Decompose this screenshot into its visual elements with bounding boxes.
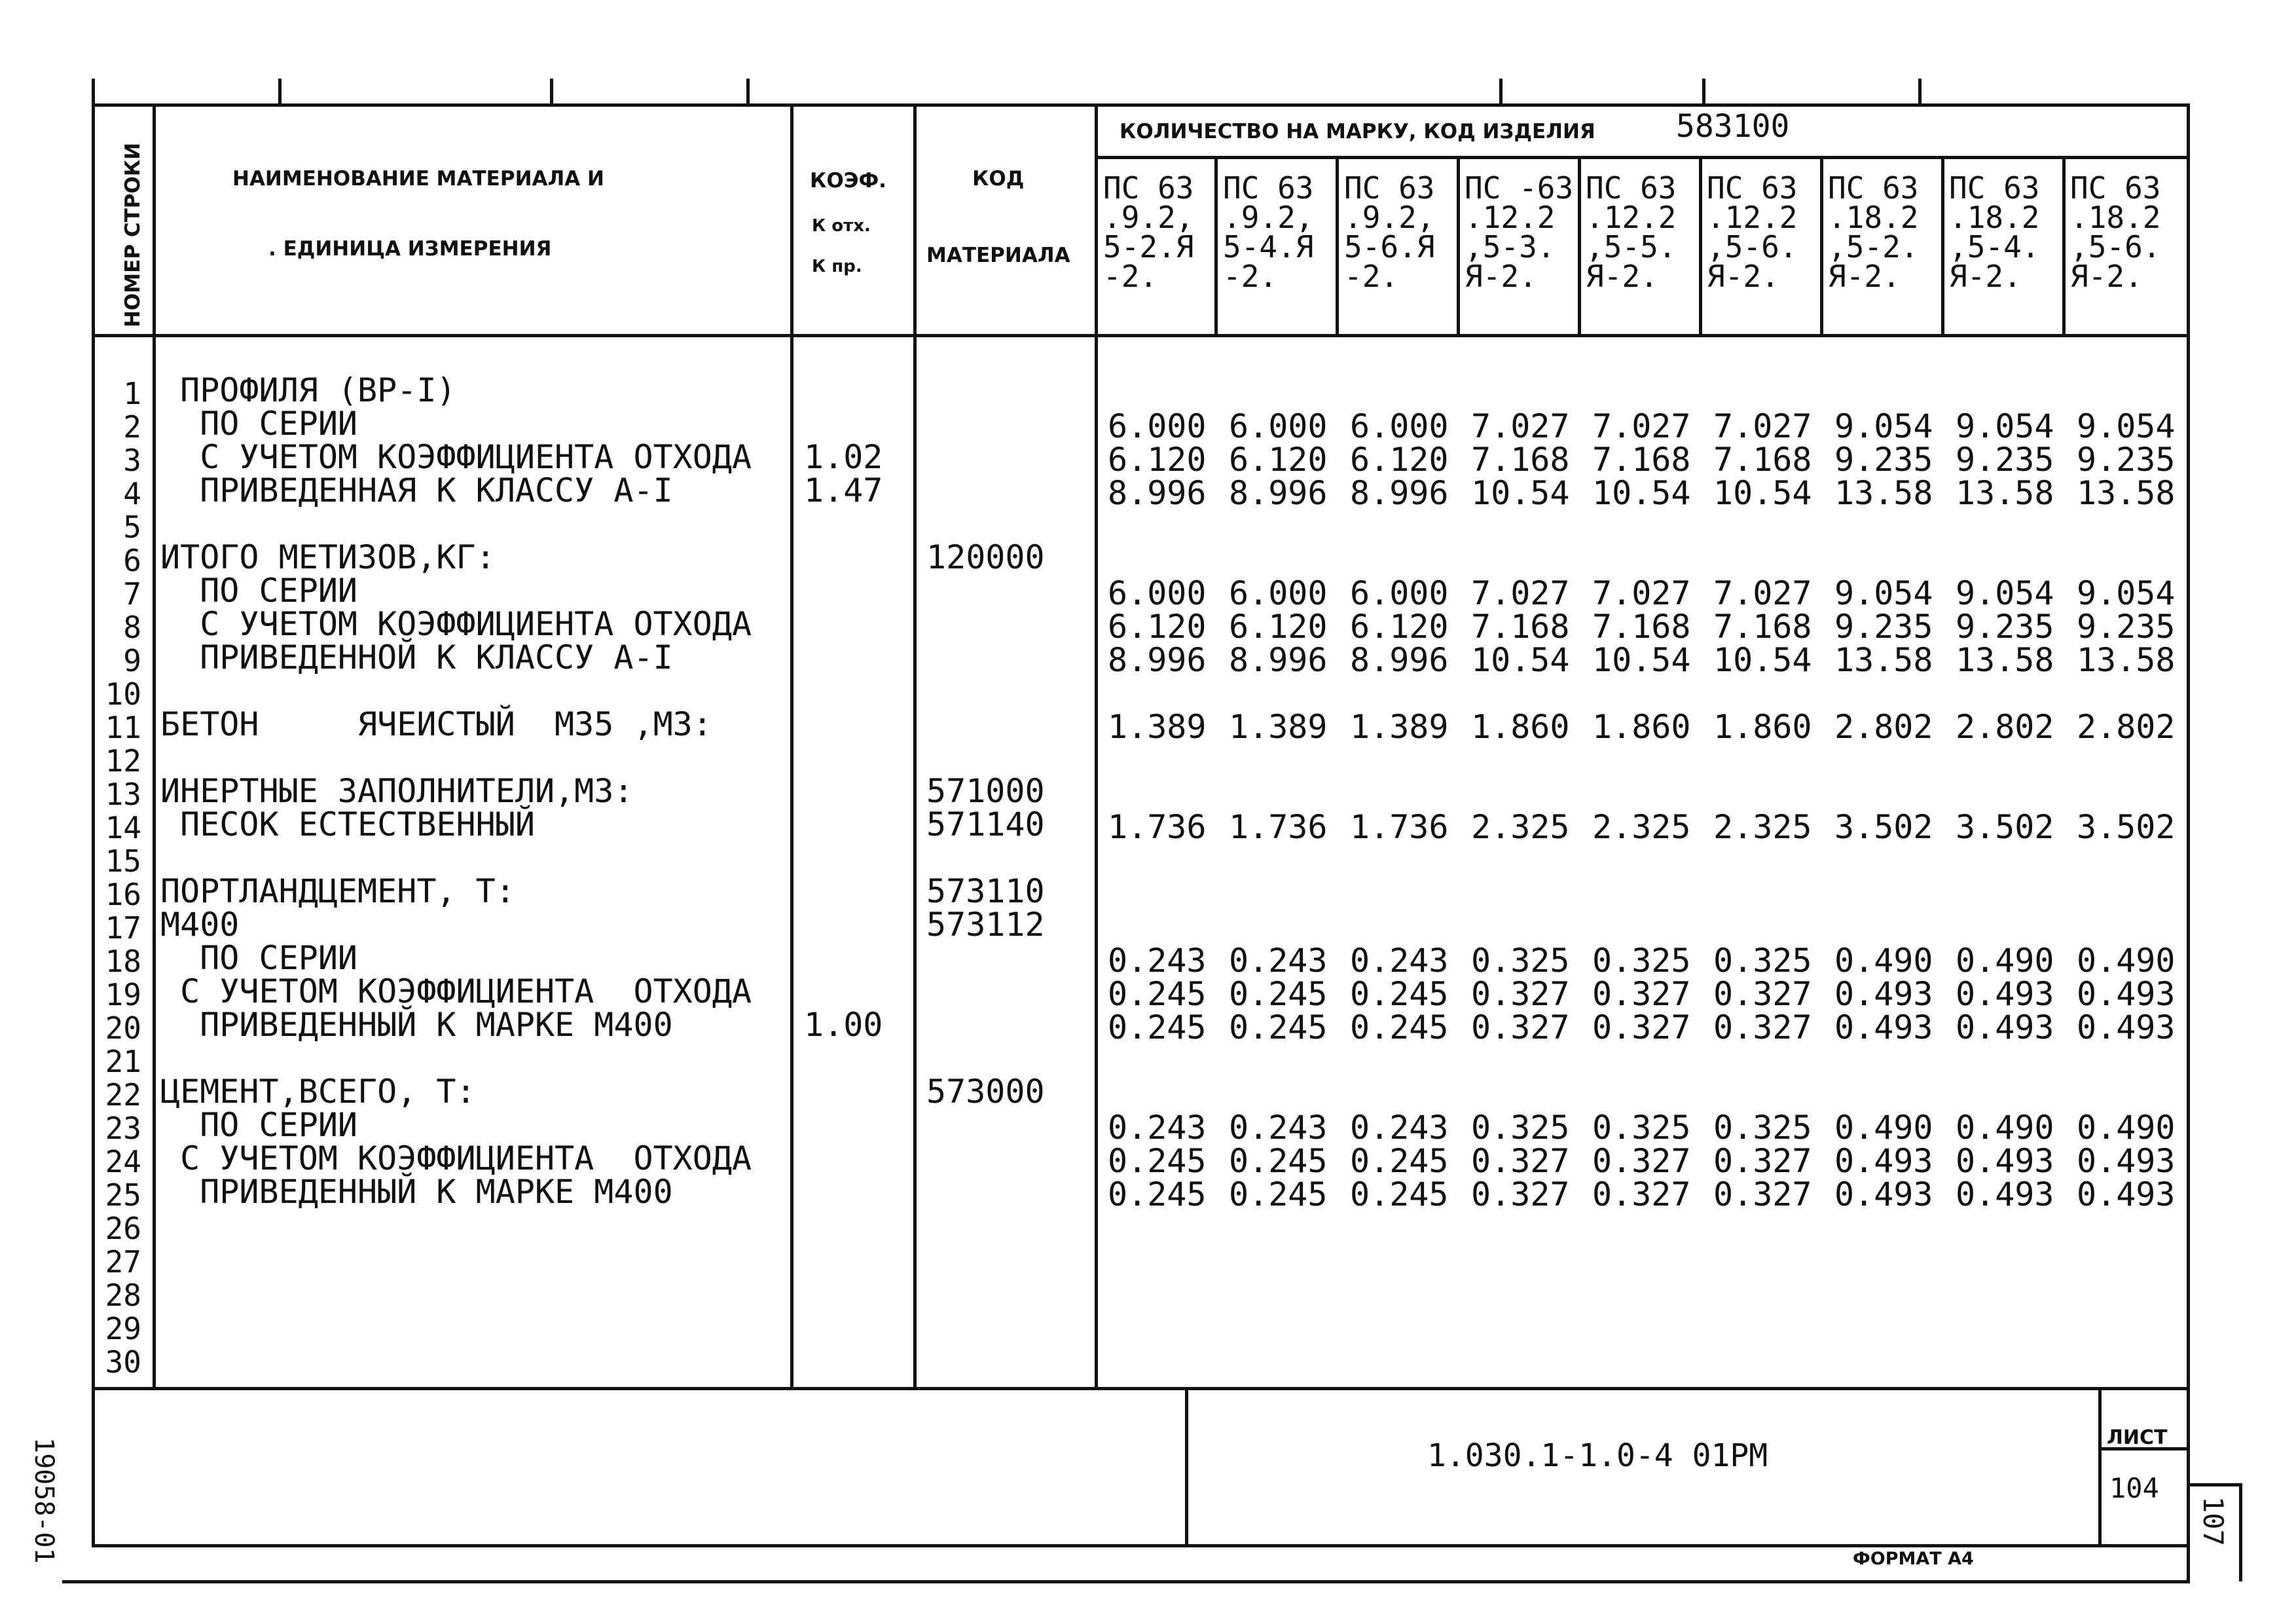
quantity-cell: 1.860 — [1713, 708, 1812, 746]
quantity-cell: 9.235 — [2077, 441, 2176, 479]
quantity-cell: 0.243 — [1108, 1109, 1207, 1147]
quantity-cell: 2.325 — [1713, 808, 1812, 846]
quantity-cell: 0.493 — [1956, 1142, 2054, 1180]
material-name: ПРИВЕДЕННОЙ К КЛАССУ А-I — [160, 638, 673, 676]
quantity-cell: 0.327 — [1471, 1142, 1570, 1180]
quantity-cell: 0.327 — [1713, 1008, 1812, 1046]
quantity-cell: 0.493 — [1956, 1008, 2054, 1046]
quantity-cell: 7.027 — [1471, 407, 1570, 445]
quantity-cell: 9.054 — [2077, 407, 2176, 445]
page-box-line — [2190, 1483, 2242, 1486]
frame-right — [2187, 103, 2190, 1580]
quantity-cell: 0.327 — [1592, 1008, 1691, 1046]
quantity-header: КОЛИЧЕСТВО НА МАРКУ, КОД ИЗДЕЛИЯ — [1120, 120, 1595, 143]
quantity-cell: 0.245 — [1108, 1175, 1207, 1213]
quantity-cell: 0.245 — [1350, 1008, 1449, 1046]
quantity-cell: 7.168 — [1592, 441, 1691, 479]
quantity-cell: 13.58 — [1834, 474, 1933, 512]
product-col-line — [1578, 156, 1581, 334]
row-number: 6 — [123, 543, 141, 578]
row-number: 27 — [105, 1244, 141, 1280]
product-code: 583100 — [1676, 108, 1790, 145]
quantity-cell: 1.736 — [1108, 808, 1207, 846]
quantity-cell: 1.389 — [1108, 708, 1207, 746]
quantity-cell: 0.325 — [1713, 942, 1812, 980]
material-name: С УЧЕТОМ КОЭФФИЦИЕНТА ОТХОДА — [160, 972, 752, 1010]
row-number: 28 — [105, 1278, 141, 1313]
quantity-cell: 0.243 — [1229, 1109, 1328, 1147]
material-code: 571000 — [926, 772, 1045, 810]
quantity-cell: 6.000 — [1229, 574, 1328, 612]
quantity-cell: 1.736 — [1350, 808, 1449, 846]
quantity-cell: 8.996 — [1350, 641, 1449, 679]
product-col-line — [1699, 156, 1702, 334]
row-number: 11 — [105, 710, 141, 745]
quantity-cell: 0.493 — [1956, 975, 2054, 1013]
row-number: 7 — [123, 576, 141, 612]
row-number: 17 — [105, 910, 141, 946]
quantity-cell: 0.325 — [1592, 1109, 1691, 1147]
quantity-cell: 6.000 — [1350, 574, 1449, 612]
col-line-rownum — [153, 103, 156, 1390]
col-line-name — [790, 103, 793, 1390]
quantity-cell: 7.027 — [1713, 407, 1812, 445]
row-number: 23 — [105, 1111, 141, 1146]
quantity-cell: 0.493 — [2077, 1008, 2176, 1046]
quantity-cell: 0.493 — [1956, 1175, 2054, 1213]
page-number: 107 — [2197, 1496, 2229, 1546]
row-number: 2 — [123, 409, 141, 445]
quantity-cell: 0.245 — [1350, 975, 1449, 1013]
quantity-cell: 10.54 — [1713, 474, 1812, 512]
product-column-header: ПС -63 .12.2 ,5-3. Я-2. — [1465, 170, 1574, 294]
material-code: 573000 — [926, 1073, 1045, 1111]
row-number: 1 — [123, 376, 141, 411]
product-column-header: ПС 63 .9.2, 5-4.Я -2. — [1223, 170, 1314, 294]
page-box-right — [2239, 1483, 2242, 1581]
quantity-cell: 0.327 — [1471, 1008, 1570, 1046]
quantity-cell: 6.000 — [1108, 574, 1207, 612]
quantity-cell: 0.490 — [2077, 1109, 2176, 1147]
quantity-cell: 7.168 — [1592, 608, 1691, 646]
quantity-cell: 6.120 — [1108, 441, 1207, 479]
quantity-cell: 2.325 — [1592, 808, 1691, 846]
quantity-cell: 0.493 — [1834, 1142, 1933, 1180]
quantity-cell: 13.58 — [2077, 641, 2176, 679]
product-column-header: ПС 63 .12.2 ,5-6. Я-2. — [1707, 170, 1798, 294]
row-number: 22 — [105, 1077, 141, 1113]
top-stub-line — [92, 79, 95, 105]
title-block-divider — [1185, 1387, 1188, 1547]
material-name: ПРОФИЛЯ (ВР-I) — [160, 371, 456, 409]
code-header-1: КОД — [972, 167, 1025, 191]
quantity-cell: 7.027 — [1713, 574, 1812, 612]
row-number: 24 — [105, 1144, 141, 1179]
format-label: ФОРМАТ А4 — [1853, 1549, 1974, 1569]
material-name: ПРИВЕДЕННАЯ К КЛАССУ А-I — [160, 471, 673, 509]
quantity-cell: 8.996 — [1108, 641, 1207, 679]
quantity-cell: 8.996 — [1229, 474, 1328, 512]
product-column-header: ПС 63 .9.2, 5-2.Я -2. — [1103, 170, 1194, 294]
quantity-cell: 0.493 — [2077, 975, 2176, 1013]
product-col-line — [1214, 156, 1218, 334]
quantity-cell: 0.493 — [2077, 1142, 2176, 1180]
quantity-cell: 3.502 — [1834, 808, 1933, 846]
quantity-cell: 0.327 — [1592, 975, 1691, 1013]
quantity-cell: 0.327 — [1592, 1175, 1691, 1213]
coefficient: 1.00 — [804, 1006, 883, 1044]
quantity-cell: 8.996 — [1229, 641, 1328, 679]
row-number: 19 — [105, 977, 141, 1012]
quantity-cell: 6.120 — [1108, 608, 1207, 646]
coef-header-3: К пр. — [812, 257, 862, 276]
quantity-cell: 2.802 — [1834, 708, 1933, 746]
quantity-cell: 3.502 — [2077, 808, 2176, 846]
quantity-cell: 0.327 — [1471, 975, 1570, 1013]
quantity-cell: 0.490 — [1834, 942, 1933, 980]
quantity-cell: 0.327 — [1471, 1175, 1570, 1213]
sheet-number: 104 — [2109, 1472, 2159, 1504]
product-column-header: ПС 63 .18.2 ,5-6. Я-2. — [2070, 170, 2161, 294]
quantity-cell: 10.54 — [1713, 641, 1812, 679]
coef-header-1: КОЭФ. — [810, 169, 886, 193]
material-name-header-2: . ЕДИНИЦА ИЗМЕРЕНИЯ — [268, 237, 552, 261]
quantity-cell: 0.325 — [1471, 942, 1570, 980]
row-number: 14 — [105, 810, 141, 845]
coefficient: 1.47 — [804, 471, 883, 509]
quantity-cell: 9.054 — [1834, 407, 1933, 445]
product-col-line — [1941, 156, 1944, 334]
material-name: ИНЕРТНЫЕ ЗАПОЛНИТЕЛИ,М3: — [160, 772, 634, 810]
quantity-cell: 0.490 — [1956, 942, 2054, 980]
material-name: ПОРТЛАНДЦЕМЕНТ, Т: — [160, 872, 515, 910]
row-number: 5 — [123, 509, 141, 545]
quantity-cell: 0.493 — [1834, 1175, 1933, 1213]
sheet-label: ЛИСТ — [2107, 1426, 2168, 1449]
sheet-bottom-line — [62, 1580, 2190, 1583]
material-name: ПРИВЕДЕННЫЙ К МАРКЕ М400 — [160, 1006, 673, 1044]
row-number: 18 — [105, 944, 141, 979]
quantity-cell: 9.235 — [2077, 608, 2176, 646]
quantity-cell: 0.327 — [1713, 975, 1812, 1013]
quantity-cell: 9.054 — [1834, 574, 1933, 612]
row-number: 26 — [105, 1211, 141, 1246]
row-number: 9 — [123, 643, 141, 678]
top-stub-line — [1918, 79, 1922, 105]
quantity-cell: 6.120 — [1350, 441, 1449, 479]
sheet-box-divider — [2098, 1387, 2102, 1547]
material-code: 120000 — [926, 538, 1045, 576]
quantity-cell: 6.000 — [1108, 407, 1207, 445]
row-number: 12 — [105, 743, 141, 779]
material-name: М400 — [160, 906, 240, 944]
material-name: БЕТОН ЯЧЕИСТЫЙ М35 ,М3: — [160, 705, 712, 743]
quantity-cell: 9.054 — [2077, 574, 2176, 612]
top-stub-line — [1499, 79, 1503, 105]
coef-header-2: К отх. — [812, 216, 871, 236]
material-name: ПО СЕРИИ — [160, 939, 358, 977]
quantity-cell: 7.027 — [1592, 407, 1691, 445]
row-number: 16 — [105, 877, 141, 912]
quantity-cell: 0.490 — [2077, 942, 2176, 980]
quantity-cell: 7.168 — [1713, 441, 1812, 479]
side-stamp: 19058-01 — [29, 1437, 59, 1564]
quantity-cell: 0.243 — [1229, 942, 1328, 980]
document-code: 1.030.1-1.0-4 01РМ — [1427, 1437, 1768, 1474]
product-col-line — [1820, 156, 1823, 334]
quantity-cell: 0.243 — [1108, 942, 1207, 980]
quantity-cell: 10.54 — [1592, 641, 1691, 679]
top-stub-line — [1702, 79, 1705, 105]
product-column-header: ПС 63 .9.2, 5-6.Я -2. — [1344, 170, 1435, 294]
quantity-cell: 0.245 — [1229, 1008, 1328, 1046]
material-code: 573110 — [926, 872, 1045, 910]
quantity-label-line — [1097, 156, 2190, 159]
quantity-cell: 7.168 — [1471, 608, 1570, 646]
quantity-cell: 0.243 — [1350, 1109, 1449, 1147]
col-line-coef — [913, 103, 917, 1390]
material-name: ПРИВЕДЕННЫЙ К МАРКЕ М400 — [160, 1173, 673, 1211]
quantity-cell: 0.245 — [1229, 975, 1328, 1013]
quantity-cell: 13.58 — [2077, 474, 2176, 512]
quantity-cell: 7.027 — [1471, 574, 1570, 612]
row-number: 29 — [105, 1311, 141, 1346]
row-number: 15 — [105, 843, 141, 879]
header-bottom-line — [92, 334, 2190, 337]
code-header-2: МАТЕРИАЛА — [926, 244, 1070, 267]
quantity-cell: 0.245 — [1108, 1008, 1207, 1046]
quantity-cell: 0.245 — [1229, 1142, 1328, 1180]
quantity-cell: 9.235 — [1956, 441, 2054, 479]
body-bottom-line — [92, 1387, 2190, 1390]
frame-top — [92, 103, 2190, 107]
row-number: 20 — [105, 1010, 141, 1046]
quantity-cell: 0.493 — [1834, 1008, 1933, 1046]
quantity-cell: 0.493 — [1834, 975, 1933, 1013]
material-name: ПО СЕРИИ — [160, 405, 358, 443]
quantity-cell: 0.245 — [1108, 1142, 1207, 1180]
quantity-cell: 0.325 — [1471, 1109, 1570, 1147]
quantity-cell: 6.000 — [1350, 407, 1449, 445]
quantity-cell: 1.860 — [1592, 708, 1691, 746]
quantity-cell: 10.54 — [1471, 474, 1570, 512]
row-number-header: НОМЕР СТРОКИ — [121, 142, 145, 327]
quantity-cell: 0.327 — [1713, 1142, 1812, 1180]
quantity-cell: 9.235 — [1834, 441, 1933, 479]
quantity-cell: 0.490 — [1834, 1109, 1933, 1147]
quantity-cell: 6.120 — [1350, 608, 1449, 646]
material-name: ИТОГО МЕТИЗОВ,КГ: — [160, 538, 496, 576]
product-column-header: ПС 63 .18.2 ,5-2. Я-2. — [1828, 170, 1919, 294]
quantity-cell: 0.245 — [1350, 1175, 1449, 1213]
material-name: С УЧЕТОМ КОЭФФИЦИЕНТА ОТХОДА — [160, 1139, 752, 1177]
quantity-cell: 6.120 — [1229, 608, 1328, 646]
quantity-cell: 2.325 — [1471, 808, 1570, 846]
quantity-cell: 7.027 — [1592, 574, 1691, 612]
quantity-cell: 8.996 — [1350, 474, 1449, 512]
quantity-cell: 10.54 — [1592, 474, 1691, 512]
product-column-header: ПС 63 .18.2 ,5-4. Я-2. — [1949, 170, 2040, 294]
quantity-cell: 7.168 — [1713, 608, 1812, 646]
quantity-cell: 0.325 — [1713, 1109, 1812, 1147]
frame-bottom — [92, 1544, 2190, 1547]
quantity-cell: 1.736 — [1229, 808, 1328, 846]
quantity-cell: 0.245 — [1229, 1175, 1328, 1213]
row-number: 13 — [105, 777, 141, 812]
quantity-cell: 13.58 — [1956, 474, 2054, 512]
top-stub-line — [550, 79, 553, 105]
row-number: 30 — [105, 1344, 141, 1380]
material-name: ПО СЕРИИ — [160, 572, 358, 610]
coefficient: 1.02 — [804, 438, 883, 476]
material-name: С УЧЕТОМ КОЭФФИЦИЕНТА ОТХОДА — [160, 605, 752, 643]
quantity-cell: 2.802 — [1956, 708, 2054, 746]
quantity-cell: 0.243 — [1350, 942, 1449, 980]
row-number: 10 — [105, 676, 141, 712]
row-number: 8 — [123, 610, 141, 645]
quantity-cell: 9.235 — [1956, 608, 2054, 646]
quantity-cell: 1.389 — [1229, 708, 1328, 746]
quantity-cell: 3.502 — [1956, 808, 2054, 846]
quantity-cell: 0.493 — [2077, 1175, 2176, 1213]
product-col-line — [1336, 156, 1339, 334]
quantity-cell: 1.389 — [1350, 708, 1449, 746]
top-stub-line — [746, 79, 750, 105]
quantity-cell: 6.000 — [1229, 407, 1328, 445]
frame-left — [92, 103, 95, 1547]
quantity-cell: 7.168 — [1471, 441, 1570, 479]
quantity-cell: 13.58 — [1956, 641, 2054, 679]
material-name-header-1: НАИМЕНОВАНИЕ МАТЕРИАЛА И — [232, 167, 604, 191]
row-number: 3 — [123, 443, 141, 478]
material-code: 571140 — [926, 805, 1045, 843]
quantity-cell: 1.860 — [1471, 708, 1570, 746]
product-col-line — [2062, 156, 2066, 334]
quantity-cell: 9.054 — [1956, 407, 2054, 445]
material-name: ПЕСОК ЕСТЕСТВЕННЫЙ — [160, 805, 535, 843]
quantity-cell: 0.327 — [1592, 1142, 1691, 1180]
quantity-cell: 10.54 — [1471, 641, 1570, 679]
quantity-cell: 0.327 — [1713, 1175, 1812, 1213]
quantity-cell: 6.120 — [1229, 441, 1328, 479]
quantity-cell: 0.490 — [1956, 1109, 2054, 1147]
quantity-cell: 8.996 — [1108, 474, 1207, 512]
quantity-cell: 2.802 — [2077, 708, 2176, 746]
product-col-line — [1457, 156, 1460, 334]
quantity-cell: 13.58 — [1834, 641, 1933, 679]
material-code: 573112 — [926, 906, 1045, 944]
material-name: С УЧЕТОМ КОЭФФИЦИЕНТА ОТХОДА — [160, 438, 752, 476]
quantity-cell: 9.054 — [1956, 574, 2054, 612]
quantity-cell: 0.325 — [1592, 942, 1691, 980]
quantity-cell: 9.235 — [1834, 608, 1933, 646]
quantity-cell: 0.245 — [1108, 975, 1207, 1013]
row-number: 4 — [123, 476, 141, 511]
row-number: 25 — [105, 1177, 141, 1213]
material-name: ПО СЕРИИ — [160, 1106, 358, 1144]
material-name: ЦЕМЕНТ,ВСЕГО, Т: — [160, 1073, 476, 1111]
quantity-cell: 0.245 — [1350, 1142, 1449, 1180]
col-line-code — [1095, 103, 1098, 1390]
row-number: 21 — [105, 1044, 141, 1079]
product-column-header: ПС 63 .12.2 ,5-5. Я-2. — [1586, 170, 1677, 294]
top-stub-line — [278, 79, 282, 105]
